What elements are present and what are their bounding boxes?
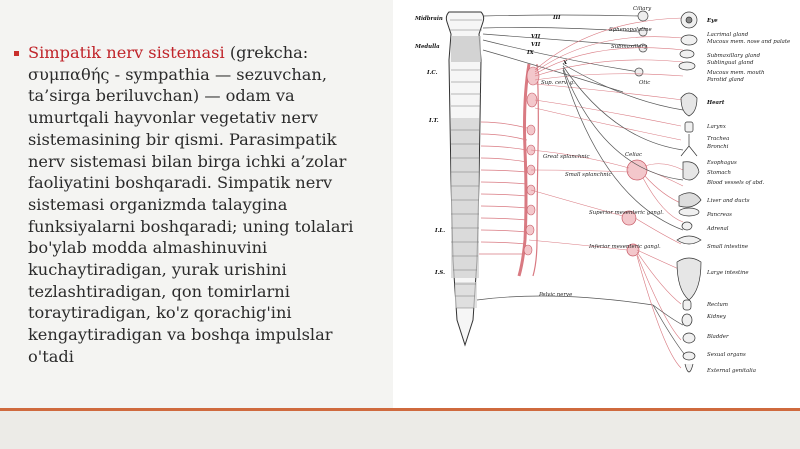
label-lumbar: I.L. bbox=[435, 228, 446, 234]
organ-label: Lacrimal gland bbox=[707, 32, 749, 38]
spinal-cord bbox=[446, 12, 483, 345]
text-panel bbox=[0, 0, 393, 408]
organ-label: External genitalia bbox=[707, 368, 756, 374]
label-inferior-mesenteric: Inferior mesenteric gangl. bbox=[589, 244, 661, 250]
abdominal-ganglia bbox=[622, 160, 647, 256]
preganglionic-fibres bbox=[479, 122, 527, 254]
organ-label: Bronchi bbox=[707, 144, 729, 150]
cranial-parasympathetic-fibres bbox=[477, 15, 653, 305]
organ-label: Sexual organs bbox=[707, 352, 746, 358]
organ-label: Mucous mem. mouth bbox=[707, 70, 765, 76]
label-nerve-vii: VII bbox=[531, 34, 541, 40]
organ-label: Esophagus bbox=[707, 160, 737, 166]
organ-labels bbox=[706, 18, 790, 374]
label-sphenopalatine-ganglion: Sphenopalatine bbox=[609, 27, 652, 33]
term-highlight: Simpatik nerv sistemasi bbox=[28, 43, 225, 62]
label-nerve-iii: III bbox=[553, 15, 561, 21]
label-midbrain: Midbrain bbox=[415, 16, 443, 22]
label-small-splanchnic: Small splanchnic bbox=[565, 172, 612, 178]
organ-label: Pancreas bbox=[707, 212, 732, 218]
definition-text: (grekcha: συμπαθής - sympathia — sezuvchan, ta’sirga beriluvchan) — odam va umurtqali hayvonlar vegetativ nerv sistemasining bir qismi. Parasimpatik nerv sistemasi bilan birga ichki a’zolar faoliyatini boshqaradi. Simpatik nerv sistemasi organizmda talaygina funksiyalarni boshqaradi; uning tolalari bo'ylab modda almashinuvini kuchaytiradigan, yurak urishini tezlashtiradigan, qon tomirlarni toraytiradigan, ko'z qorachig'ini kengaytiradigan va boshqa impulslar o'tadi bbox=[28, 43, 354, 366]
nervous-system-diagram bbox=[393, 0, 800, 408]
organ-label: Liver and ducts bbox=[707, 198, 750, 204]
label-nerve-vii-b: VII bbox=[531, 42, 541, 48]
organ-label: Large intestine bbox=[707, 270, 749, 276]
label-otic-ganglion: Otic bbox=[639, 80, 651, 86]
organ-label: Submaxillary gland bbox=[707, 53, 761, 59]
label-nerve-x: X bbox=[563, 60, 568, 66]
organ-label: Eye bbox=[707, 18, 718, 24]
label-pelvic-nerve: Pelvic nerve bbox=[539, 292, 573, 298]
organ-label: Larynx bbox=[707, 124, 726, 130]
splanchnic-fibres bbox=[529, 150, 683, 368]
organ-label: Sublingual gland bbox=[707, 60, 754, 66]
head-sympathetic-fibres bbox=[535, 18, 683, 140]
organ-label: Bladder bbox=[707, 334, 729, 340]
organ-label: Stomach bbox=[707, 170, 731, 176]
organ-label: Parotid gland bbox=[707, 77, 744, 83]
label-sacral: I.S. bbox=[435, 270, 445, 276]
label-thoracic: I.T. bbox=[429, 118, 439, 124]
label-cervical: I.C. bbox=[427, 70, 438, 76]
label-ciliary-ganglion: Ciliary bbox=[633, 6, 652, 12]
organ-label: Kidney bbox=[707, 314, 726, 320]
organ-illustrations bbox=[677, 12, 701, 372]
organ-label: Heart bbox=[707, 100, 725, 106]
organ-label: Mucous mem. nose and palate bbox=[707, 39, 791, 45]
label-celiac-ganglion: Celiac bbox=[625, 152, 642, 158]
label-great-splanchnic: Great splanchnic bbox=[543, 154, 590, 160]
label-sup-cerv-ganglion: Sup. cerv. g. bbox=[541, 80, 575, 86]
bullet-marker bbox=[14, 51, 19, 56]
label-medulla: Medulla bbox=[415, 44, 440, 50]
footer-strip bbox=[0, 411, 800, 449]
organ-label: Adrenal bbox=[707, 226, 729, 232]
label-superior-mesenteric: Superior mesenteric gangl. bbox=[589, 210, 664, 216]
label-nerve-ix: IX bbox=[527, 50, 534, 56]
organ-label: Blood vessels of abd. bbox=[707, 180, 765, 186]
bullet-paragraph bbox=[28, 42, 368, 368]
organ-label: Small intestine bbox=[707, 244, 749, 250]
label-submaxillary-ganglion: Submaxillary bbox=[611, 44, 647, 50]
organ-label: Trachea bbox=[707, 136, 730, 142]
organ-label: Rectum bbox=[707, 302, 729, 308]
